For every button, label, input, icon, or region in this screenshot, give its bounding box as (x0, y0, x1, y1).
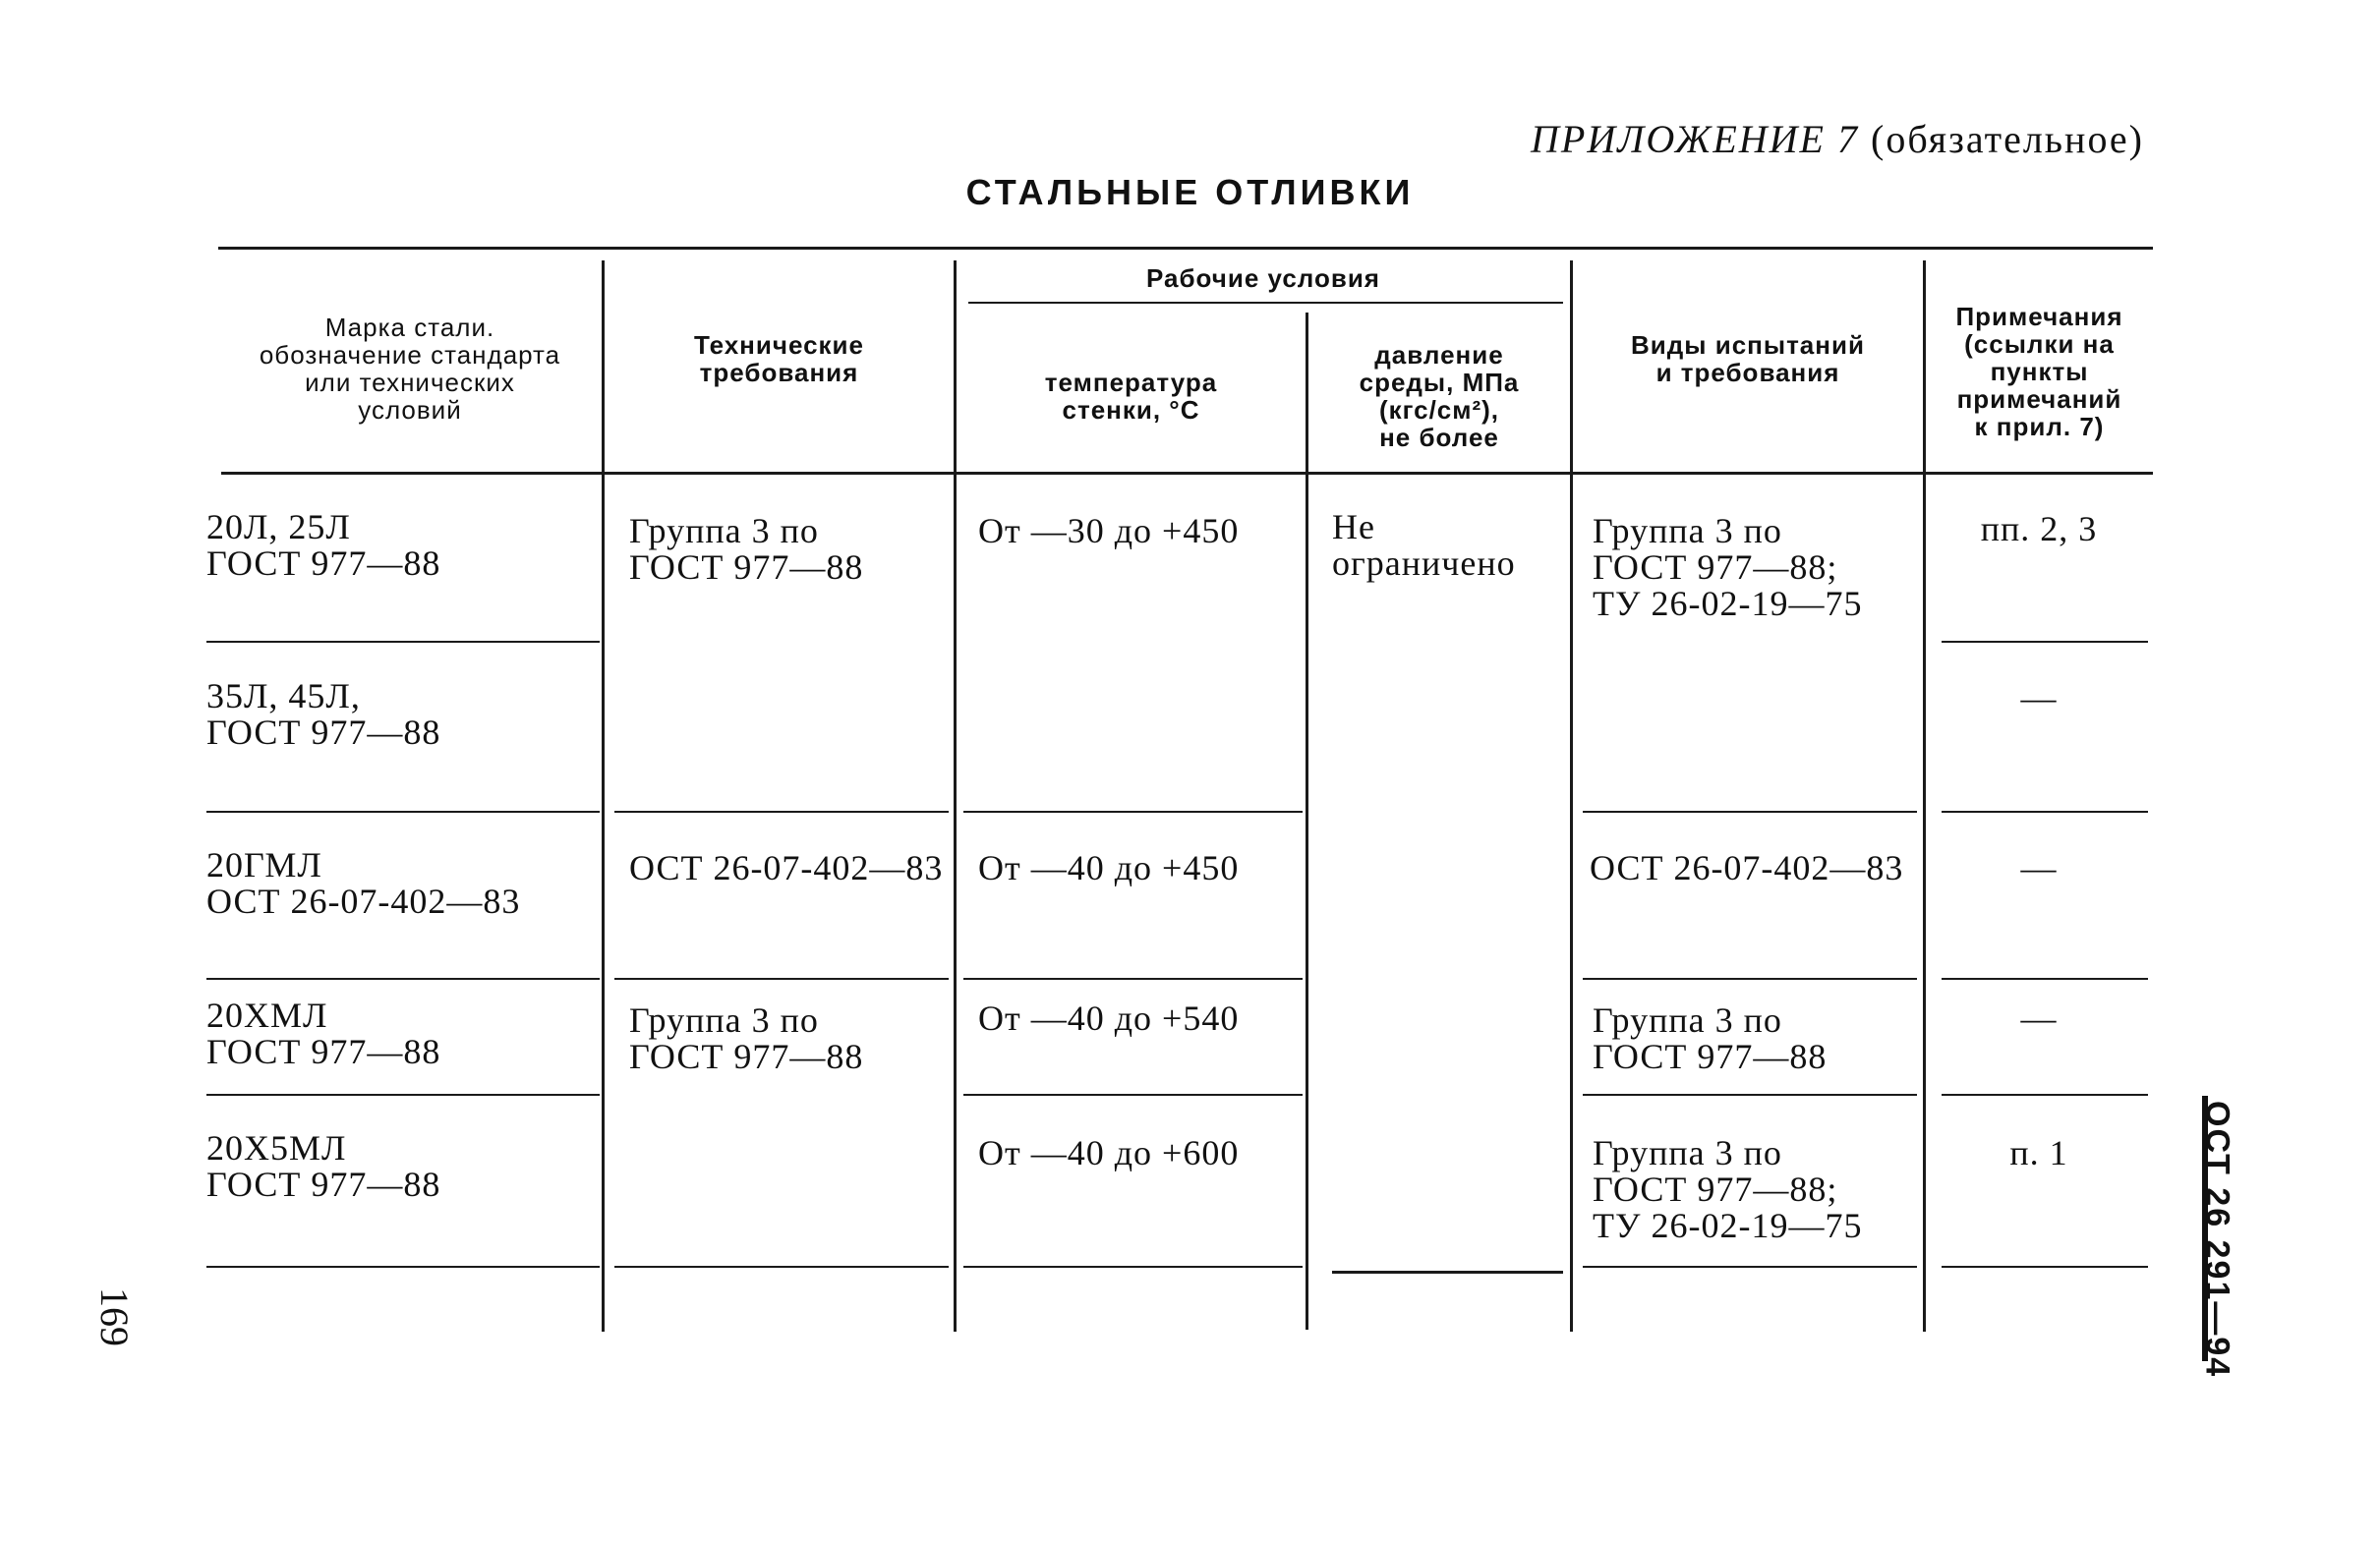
row-rule (206, 1266, 600, 1268)
row-rule (1942, 641, 2148, 643)
header-temperature: температура стенки, °С (1044, 367, 1218, 425)
row-rule (1942, 811, 2148, 813)
row-rule (1942, 978, 2148, 980)
header-tech: Технические требования (694, 330, 864, 387)
row-rule (206, 978, 600, 980)
row-rule (614, 1266, 949, 1268)
header-bottom-rule (221, 472, 2153, 475)
row-rule (614, 811, 949, 813)
page-number: 169 (92, 1287, 137, 1346)
header-tests: Виды испытаний и требования (1631, 330, 1865, 387)
appendix-note: (обязательное) (1871, 117, 2144, 161)
page-title: СТАЛЬНЫЕ ОТЛИВКИ (965, 172, 1415, 212)
cell-tests: Группа 3 по ГОСТ 977—88 (1593, 1000, 1828, 1076)
cell-grade: 20Х5МЛ ГОСТ 977—88 (206, 1128, 441, 1204)
cell-temp: От —30 до +450 (978, 511, 1240, 550)
cell-temp: От —40 до +450 (978, 848, 1240, 887)
row-rule (206, 1094, 600, 1096)
row-rule (1942, 1094, 2148, 1096)
table-top-rule (218, 247, 2153, 250)
cell-notes: пп. 2, 3 (1980, 509, 2098, 548)
row-rule (1583, 1266, 1917, 1268)
cell-notes: п. 1 (2009, 1133, 2068, 1172)
row-rule (206, 641, 600, 643)
cell-tech: ОСТ 26-07-402—83 (629, 848, 944, 887)
row-rule (963, 811, 1303, 813)
row-rule (963, 978, 1303, 980)
cell-tests: Группа 3 по ГОСТ 977—88; ТУ 26-02-19—75 (1593, 511, 1863, 623)
header-pressure: давление среды, МПа (кгс/см²), не более (1359, 339, 1520, 452)
header-notes: Примечания (ссылки на пункты примечаний к прил. 7) (1955, 301, 2123, 441)
cell-notes: — (2020, 678, 2058, 717)
cell-temp: От —40 до +540 (978, 999, 1240, 1038)
cell-tests: ОСТ 26-07-402—83 (1590, 848, 1904, 887)
cell-grade: 20Л, 25Л ГОСТ 977—88 (206, 507, 441, 583)
row-rule (1942, 1266, 2148, 1268)
header-conditions: Рабочие условия (1146, 263, 1380, 293)
cell-grade: 35Л, 45Л, ГОСТ 977—88 (206, 676, 441, 752)
row-rule (1583, 978, 1917, 980)
conditions-subheader-rule (968, 302, 1563, 304)
row-rule (614, 978, 949, 980)
row-rule (1583, 811, 1917, 813)
cell-temp: От —40 до +600 (978, 1133, 1240, 1172)
cell-tech: Группа 3 по ГОСТ 977—88 (629, 511, 864, 587)
cell-grade: 20ГМЛ ОСТ 26-07-402—83 (206, 845, 521, 921)
cell-notes: — (2020, 999, 2058, 1038)
row-rule (206, 811, 600, 813)
cell-notes: — (2020, 848, 2058, 887)
appendix-heading (1531, 116, 2144, 162)
row-rule (963, 1094, 1303, 1096)
standard-code: ОСТ 26 291—94 (2198, 1101, 2236, 1379)
row-rule (1332, 1271, 1563, 1274)
row-rule (1583, 1094, 1917, 1096)
header-grade: Марка стали. обозначение стандарта или технических условий (259, 313, 561, 425)
cell-tech: Группа 3 по ГОСТ 977—88 (629, 1000, 864, 1076)
row-rule (963, 1266, 1303, 1268)
cell-tests: Группа 3 по ГОСТ 977—88; ТУ 26-02-19—75 (1593, 1133, 1863, 1245)
appendix-title: ПРИЛОЖЕНИЕ 7 (1531, 117, 1859, 161)
cell-pressure: Не ограничено (1332, 507, 1516, 583)
cell-grade: 20ХМЛ ГОСТ 977—88 (206, 996, 441, 1071)
